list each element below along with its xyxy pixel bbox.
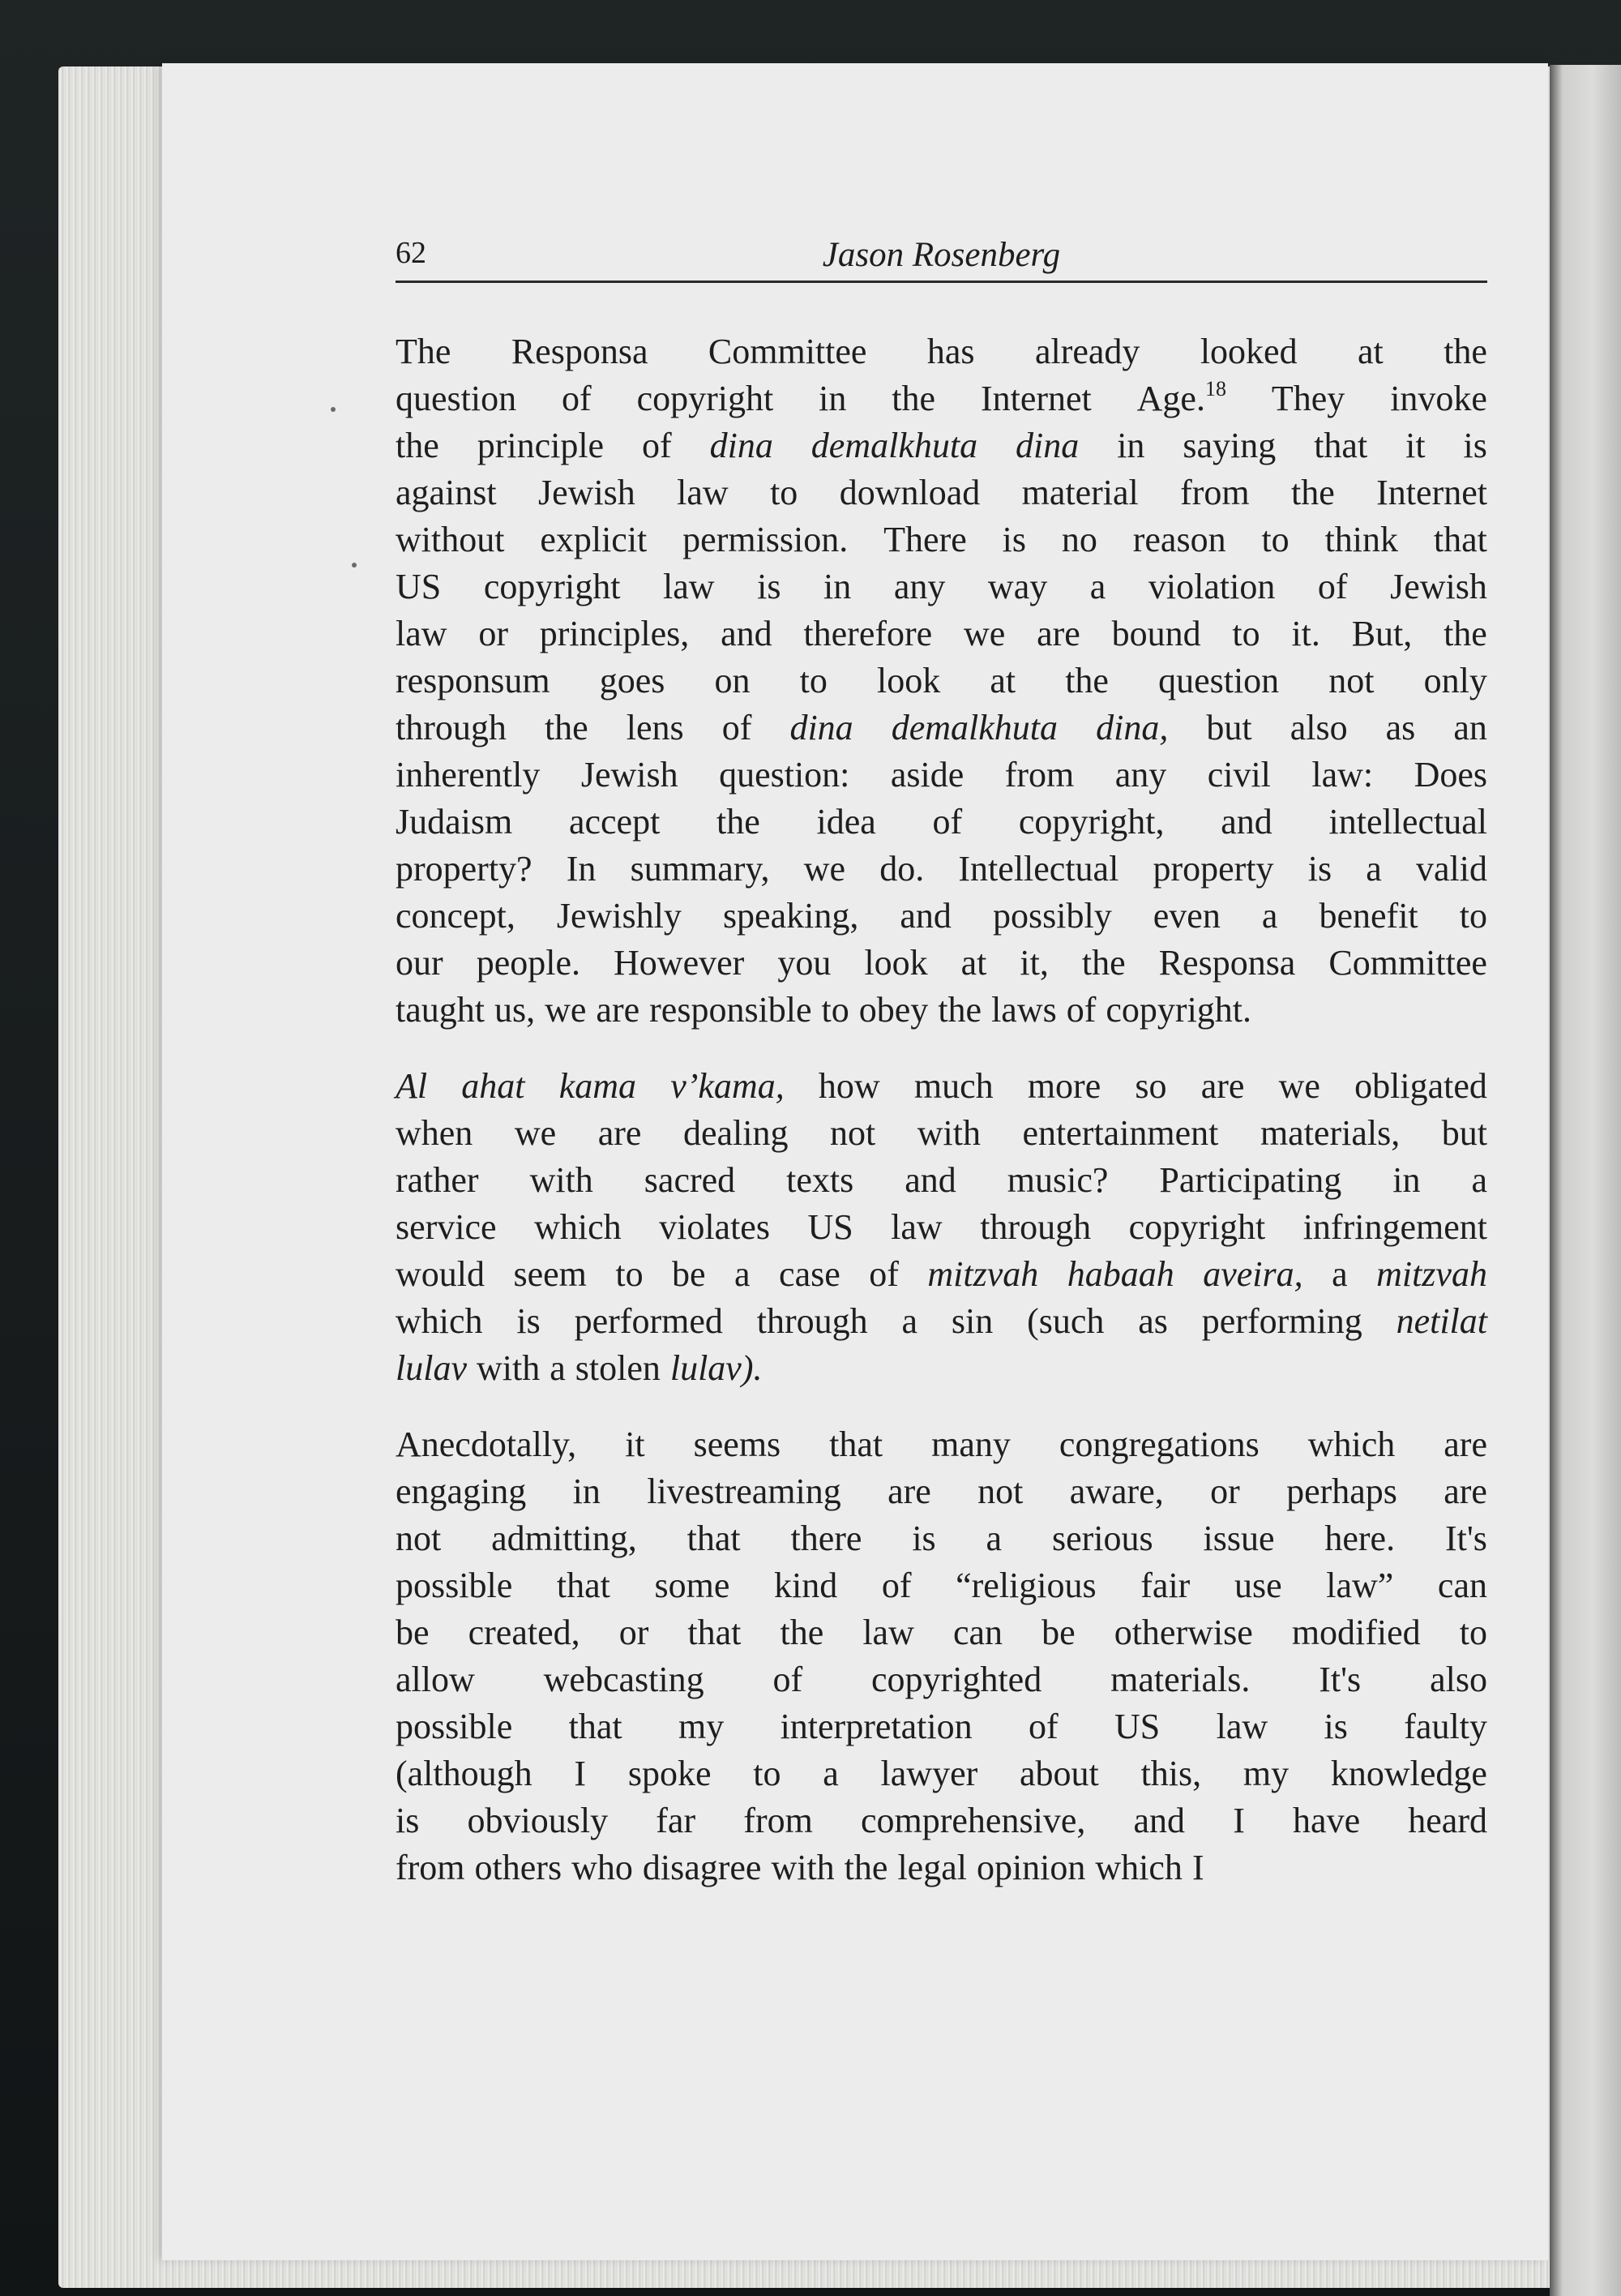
paragraph bbox=[396, 328, 1487, 1034]
text-line: concept, Jewishly speaking, and possibly even a benefit to bbox=[396, 896, 1487, 936]
text-line: The Responsa Committee has already looked at the bbox=[396, 332, 1487, 371]
text-line: allow webcasting of copyrighted materials. It's also bbox=[396, 1660, 1487, 1699]
body-text bbox=[396, 328, 1487, 1921]
text-line: is obviously far from comprehensive, and I have heard bbox=[396, 1801, 1487, 1840]
paragraph bbox=[396, 1063, 1487, 1392]
text-line: engaging in livestreaming are not aware, or perhaps are bbox=[396, 1471, 1487, 1511]
text-line: Judaism accept the idea of copyright, and intellectual bbox=[396, 802, 1487, 842]
text-line: be created, or that the law can be otherwise modified to bbox=[396, 1613, 1487, 1652]
text-line: from others who disagree with the legal opinion which I bbox=[396, 1848, 1204, 1887]
text-line: property? In summary, we do. Intellectual property is a valid bbox=[396, 849, 1487, 889]
text-line: the principle of dina demalkhuta dina in saying that it is bbox=[396, 426, 1487, 465]
text-line: would seem to be a case of mitzvah habaah aveira, a mitzvah bbox=[396, 1254, 1487, 1294]
text-line: rather with sacred texts and music? Participating in a bbox=[396, 1160, 1487, 1200]
text-line: possible that my interpretation of US law is faulty bbox=[396, 1707, 1487, 1746]
paper-speck bbox=[331, 407, 336, 412]
text-line: US copyright law is in any way a violation of Jewish bbox=[396, 567, 1487, 606]
text-line: when we are dealing not with entertainment materials, but bbox=[396, 1113, 1487, 1153]
text-line: our people. However you look at it, the Responsa Committee bbox=[396, 943, 1487, 983]
page-number: 62 bbox=[396, 236, 426, 270]
page-header bbox=[396, 232, 1487, 283]
text-line: taught us, we are responsible to obey the laws of copyright. bbox=[396, 990, 1252, 1030]
text-line: question of copyright in the Internet Age.$^{18}$ They invoke bbox=[396, 377, 1487, 418]
footnote-marker[interactable]: 18 bbox=[1204, 377, 1226, 401]
text-line: through the lens of dina demalkhuta dina, but also as an bbox=[396, 708, 1487, 747]
text-line: inherently Jewish question: aside from any civil law: Does bbox=[396, 755, 1487, 795]
adjacent-book-edge bbox=[1550, 65, 1621, 2296]
text-line: law or principles, and therefore we are bound to it. But, the bbox=[396, 614, 1487, 653]
text-line: lulav with a stolen lulav). bbox=[396, 1348, 763, 1388]
text-line: service which violates US law through copyright infringement bbox=[396, 1207, 1487, 1247]
running-head-author: Jason Rosenberg bbox=[822, 236, 1061, 274]
text-line: (although I spoke to a lawyer about this, my knowledge bbox=[396, 1754, 1487, 1793]
text-line: responsum goes on to look at the question not only bbox=[396, 661, 1487, 700]
paper-speck bbox=[352, 563, 357, 568]
text-line: Al ahat kama v’kama, how much more so are we obligated bbox=[396, 1066, 1487, 1106]
text-line: which is performed through a sin (such as performing netilat bbox=[396, 1301, 1487, 1341]
text-line: without explicit permission. There is no reason to think that bbox=[396, 520, 1487, 559]
text-line: not admitting, that there is a serious issue here. It's bbox=[396, 1519, 1487, 1558]
text-line: Anecdotally, it seems that many congregations which are bbox=[396, 1424, 1487, 1464]
paragraph bbox=[396, 1421, 1487, 1891]
text-line: against Jewish law to download material from the Internet bbox=[396, 473, 1487, 512]
text-line: possible that some kind of “religious fair use law” can bbox=[396, 1566, 1487, 1605]
